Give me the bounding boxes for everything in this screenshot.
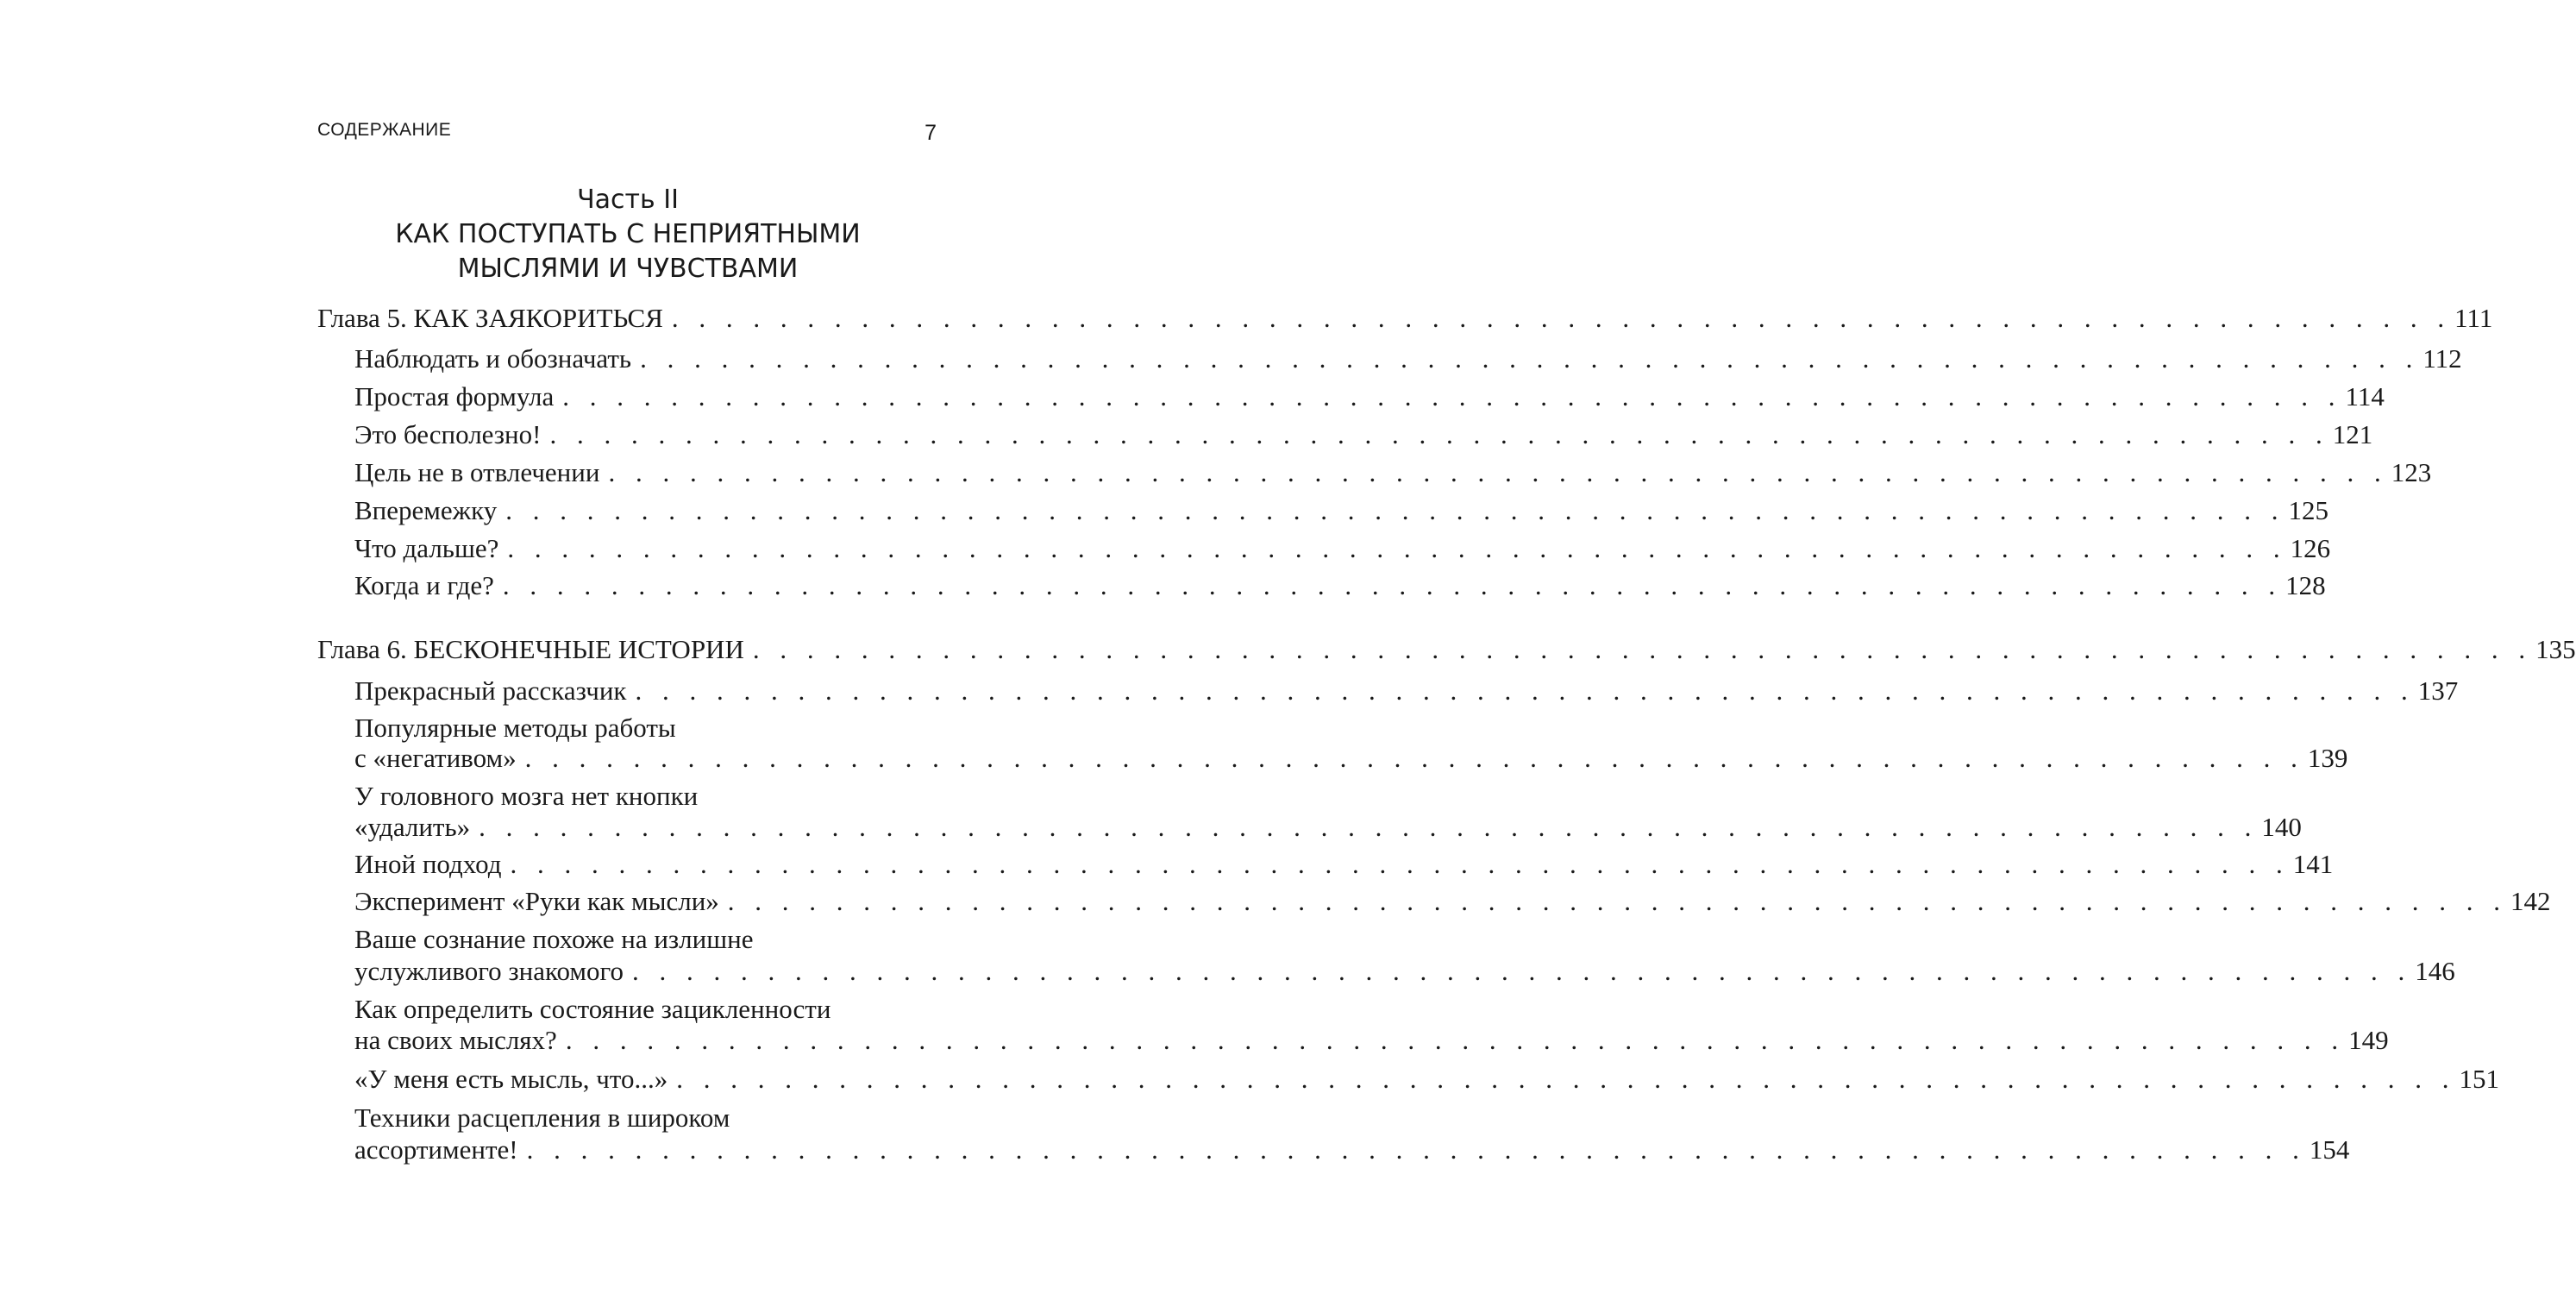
toc-entry-title: Глава 5. КАК ЗАЯКОРИТЬСЯ [317, 303, 663, 333]
toc-entry-page: 125 [2288, 495, 2328, 525]
toc-entry-page: 112 [2422, 343, 2462, 374]
toc-entry-page: 135 [2535, 634, 2576, 664]
dot-leader: . . . . . . . . . . . . . . . . . . . . . . . . . . . . . . . . . . . . . . . . . . . . . . . . . . . . . . . . . . . . . . . . . . [549, 419, 2329, 449]
dot-leader: . . . . . . . . . . . . . . . . . . . . . . . . . . . . . . . . . . . . . . . . . . . . . . . . . . . . . . . . . . . . . . . . . . [562, 381, 2342, 411]
toc-entry-page: 142 [2510, 886, 2551, 916]
toc-entry-title: Вперемежку [354, 495, 498, 525]
toc-entry[interactable] [354, 1023, 2389, 1058]
toc-entry-title: Иной подход [354, 849, 502, 879]
dot-leader: . . . . . . . . . . . . . . . . . . . . . . . . . . . . . . . . . . . . . . . . . . . . . . . . . . . . . . . . . . . . . . . . . . [565, 1025, 2346, 1055]
toc-entry[interactable] [354, 741, 2348, 776]
part-title-line-2: МЫСЛЯМИ И ЧУВСТВАМИ [457, 254, 799, 284]
toc-entry-title: Эксперимент «Руки как мысли» [354, 886, 719, 916]
dot-leader: . . . . . . . . . . . . . . . . . . . . . . . . . . . . . . . . . . . . . . . . . . . . . . . . . . . . . . . . . . . . . . . . . . [524, 743, 2304, 773]
toc-entry[interactable] [354, 380, 2385, 414]
toc-entry-page: 146 [2415, 956, 2455, 986]
part-title-line-1: КАК ПОСТУПАТЬ С НЕПРИЯТНЫМИ [395, 219, 861, 249]
toc-entry-title: «удалить» [354, 812, 471, 842]
toc-entry-title-line[interactable]: Техники расцепления в широком [354, 1102, 730, 1133]
dot-leader: . . . . . . . . . . . . . . . . . . . . . . . . . . . . . . . . . . . . . . . . . . . . . . . . . . . . . . . . . . . . . . . . . . [635, 675, 2415, 706]
toc-entry-title: «У меня есть мысль, что...» [354, 1064, 668, 1094]
toc-entry[interactable] [354, 531, 2331, 566]
dot-leader: . . . . . . . . . . . . . . . . . . . . . . . . . . . . . . . . . . . . . . . . . . . . . . . . . . . . . . . . . . . . . . . . . . [505, 495, 2285, 525]
toc-entry-title: услужливого знакомого [354, 956, 624, 986]
toc-entry-page: 139 [2307, 743, 2348, 773]
toc-entry-page: 123 [2391, 457, 2432, 487]
toc-entry[interactable] [354, 954, 2455, 989]
toc-entry-title: Простая формула [354, 381, 555, 411]
toc-entry-page: 154 [2309, 1134, 2350, 1165]
dot-leader: . . . . . . . . . . . . . . . . . . . . . . . . . . . . . . . . . . . . . . . . . . . . . . . . . . . . . . . . . . . . . . . . . . [640, 343, 2420, 374]
toc-entry-page: 151 [2459, 1064, 2499, 1094]
toc-entry-page: 111 [2454, 303, 2493, 333]
toc-entry-page: 128 [2285, 570, 2326, 600]
toc-entry[interactable] [354, 493, 2328, 528]
running-head: СОДЕРЖАНИЕ [317, 120, 452, 140]
dot-leader: . . . . . . . . . . . . . . . . . . . . . . . . . . . . . . . . . . . . . . . . . . . . . . . . . . . . . . . . . . . . . . . . . . [507, 533, 2287, 563]
toc-entry-title: Цель не в отвлечении [354, 457, 600, 487]
dot-leader: . . . . . . . . . . . . . . . . . . . . . . . . . . . . . . . . . . . . . . . . . . . . . . . . . . . . . . . . . . . . . . . . . . [510, 849, 2290, 879]
toc-entry[interactable] [354, 884, 2551, 919]
toc-chapter-6[interactable] [317, 632, 2576, 667]
toc-entry-title-line[interactable]: У головного мозга нет кнопки [354, 781, 699, 811]
toc-entry-title: Это бесполезно! [354, 419, 542, 449]
toc-entry-page: 149 [2348, 1025, 2389, 1055]
toc-entry-title: Наблюдать и обозначать [354, 343, 632, 374]
toc-chapter-5[interactable] [317, 301, 2493, 336]
toc-entry-title-line[interactable]: Как определить состояние зацикленности [354, 994, 831, 1024]
toc-entry[interactable] [354, 1062, 2499, 1096]
toc-entry-title: Прекрасный рассказчик [354, 675, 627, 706]
toc-entry-title-line[interactable]: Ваше сознание похоже на излишне [354, 924, 754, 954]
dot-leader: . . . . . . . . . . . . . . . . . . . . . . . . . . . . . . . . . . . . . . . . . . . . . . . . . . . . . . . . . . . . . . . . . . [526, 1134, 2306, 1165]
toc-entry-page: 121 [2332, 419, 2373, 449]
dot-leader: . . . . . . . . . . . . . . . . . . . . . . . . . . . . . . . . . . . . . . . . . . . . . . . . . . . . . . . . . . . . . . . . . . [631, 956, 2412, 986]
toc-entry-page: 114 [2345, 381, 2385, 411]
toc-entry[interactable] [354, 847, 2334, 882]
toc-entry-page: 140 [2261, 812, 2302, 842]
toc-entry-page: 141 [2292, 849, 2334, 879]
toc-entry-title: Глава 6. БЕСКОНЕЧНЫЕ ИСТОРИИ [317, 634, 744, 664]
toc-entry[interactable] [354, 568, 2326, 603]
toc-entry[interactable] [354, 342, 2462, 376]
page-number: 7 [924, 121, 937, 145]
toc-entry[interactable] [354, 455, 2432, 490]
toc-entry-title-line[interactable]: Популярные методы работы [354, 713, 676, 743]
dot-leader: . . . . . . . . . . . . . . . . . . . . . . . . . . . . . . . . . . . . . . . . . . . . . . . . . . . . . . . . . . . . . . . . . . [727, 886, 2508, 916]
toc-entry-page: 137 [2417, 675, 2459, 706]
dot-leader: . . . . . . . . . . . . . . . . . . . . . . . . . . . . . . . . . . . . . . . . . . . . . . . . . . . . . . . . . . . . . . . . . . [479, 812, 2259, 842]
dot-leader: . . . . . . . . . . . . . . . . . . . . . . . . . . . . . . . . . . . . . . . . . . . . . . . . . . . . . . . . . . . . . . . . . . [752, 634, 2533, 664]
toc-entry-title: с «негативом» [354, 743, 517, 773]
toc-entry-title: на своих мыслях? [354, 1025, 557, 1055]
dot-leader: . . . . . . . . . . . . . . . . . . . . . . . . . . . . . . . . . . . . . . . . . . . . . . . . . . . . . . . . . . . . . . . . . . [502, 570, 2283, 600]
toc-entry-title: Что дальше? [354, 533, 499, 563]
toc-entry-page: 126 [2290, 533, 2331, 563]
dot-leader: . . . . . . . . . . . . . . . . . . . . . . . . . . . . . . . . . . . . . . . . . . . . . . . . . . . . . . . . . . . . . . . . . . [608, 457, 2388, 487]
toc-entry-title: Когда и где? [354, 570, 494, 600]
toc-entry[interactable] [354, 418, 2373, 452]
dot-leader: . . . . . . . . . . . . . . . . . . . . . . . . . . . . . . . . . . . . . . . . . . . . . . . . . . . . . . . . . . . . . . . . . . [676, 1064, 2456, 1094]
part-label: Часть II [577, 185, 679, 215]
toc-entry[interactable] [354, 674, 2459, 708]
dot-leader: . . . . . . . . . . . . . . . . . . . . . . . . . . . . . . . . . . . . . . . . . . . . . . . . . . . . . . . . . . . . . . . . . . [671, 303, 2452, 333]
toc-entry-title: ассортименте! [354, 1134, 518, 1165]
toc-entry[interactable] [354, 810, 2302, 845]
toc-entry[interactable] [354, 1133, 2350, 1167]
